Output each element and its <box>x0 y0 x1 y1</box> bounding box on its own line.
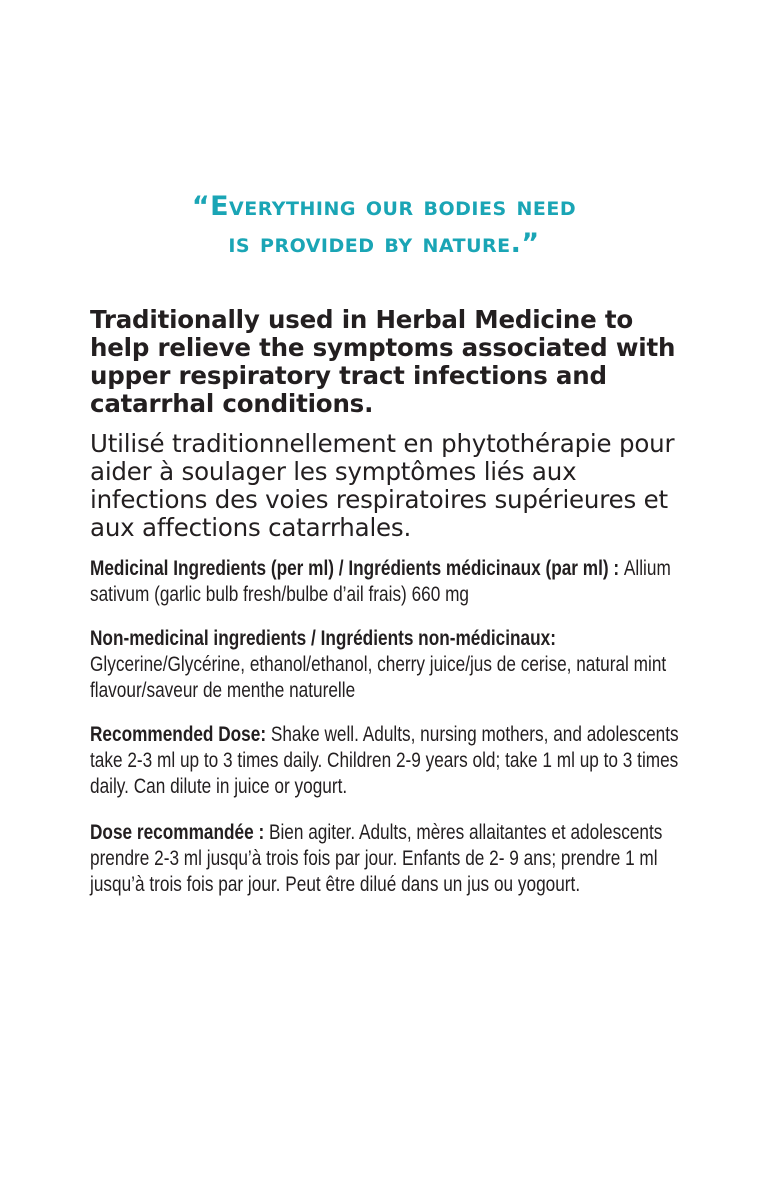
quote-line-2: is provided by nature.” <box>228 228 540 259</box>
medicinal-ingredients-heading: Medicinal Ingredients (per ml) / Ingrédients médicinaux (par ml) : <box>90 557 624 580</box>
non-medicinal-ingredients-heading: Non-medicinal ingredients / Ingrédients non-médicinaux: <box>90 627 556 650</box>
quote <box>40 188 728 262</box>
recommended-dose-text: Shake well. Adults, nursing mothers, and adolescents take 2-3 ml up to 3 times daily. Children 2-9 years old; take 1 ml up to 3 times daily. Can dilute in juice or yogurt. <box>90 723 679 798</box>
dose-recommandee <box>90 820 690 898</box>
dose-recommandee-text: Bien agiter. Adults, mères allaitantes et adolescents prendre 2-3 ml jusqu’à trois fois par jour. Enfants de 2- 9 ans; prendre 1 ml jusqu’à trois fois par jour. Peut être dilué dans un jus ou yogourt. <box>90 821 663 896</box>
claim-english: Traditionally used in Herbal Medicine to help relieve the symptoms associated with upper respiratory tract infections and catarrhal conditions. <box>90 305 676 418</box>
non-medicinal-ingredients <box>90 626 690 704</box>
recommended-dose-heading: Recommended Dose: <box>90 723 271 746</box>
claim-french: Utilisé traditionnellement en phytothérapie pour aider à soulager les symptômes liés aux infections des voies respiratoires supérieures et aux affections catarrhales. <box>90 429 675 542</box>
non-medicinal-ingredients-text: Glycerine/Glycérine, ethanol/ethanol, cherry juice/jus de cerise, natural mint flavour/saveur de menthe naturelle <box>90 653 667 702</box>
medicinal-ingredients-text: Allium sativum (garlic bulb fresh/bulbe d’ail frais) 660 mg <box>90 557 671 606</box>
dose-recommandee-heading: Dose recommandée : <box>90 821 269 844</box>
quote-line-1: “Everything our bodies need <box>191 191 577 222</box>
medicinal-ingredients <box>90 556 690 608</box>
recommended-dose <box>90 722 690 800</box>
